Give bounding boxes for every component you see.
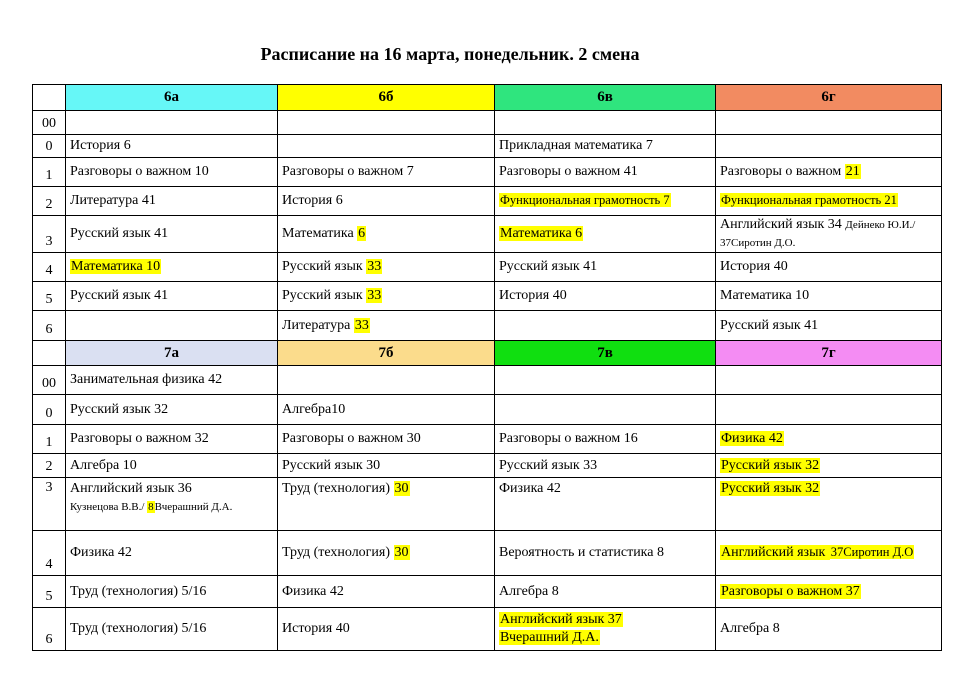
- cell-text: Английский язык 36: [70, 481, 192, 496]
- cell-line: [499, 137, 711, 155]
- cell-line: [70, 457, 273, 475]
- cell-line: [70, 371, 273, 389]
- highlighted-text: Русский язык 32: [721, 457, 820, 473]
- row-number: 2: [33, 454, 66, 478]
- cell-line: [70, 544, 273, 562]
- cell-line: [720, 234, 937, 252]
- schedule-row: [33, 216, 942, 253]
- schedule-cell-7а-1: [66, 425, 278, 454]
- corner-cell: [33, 341, 66, 366]
- highlighted-text: 8: [148, 500, 154, 513]
- schedule-cell-6а-2: [66, 187, 278, 216]
- schedule-row: [33, 158, 942, 187]
- schedule-cell-7в-2: [495, 454, 716, 478]
- schedule-cell-6а-3: [66, 216, 278, 253]
- column-header-7б: 7б: [278, 341, 495, 366]
- schedule-cell-6б-1: [278, 158, 495, 187]
- schedule-cell-7а-5: [66, 576, 278, 608]
- row-number: 0: [33, 395, 66, 425]
- row-number: 3: [33, 216, 66, 253]
- cell-line: [720, 163, 937, 181]
- schedule-cell-6б-6: [278, 311, 495, 341]
- cell-text: Разговоры о важном 30: [282, 431, 421, 447]
- schedule-cell-7а-6: [66, 608, 278, 651]
- cell-text: Русский язык 41: [70, 226, 169, 242]
- cell-line: [70, 430, 273, 448]
- cell-text: Русский язык: [282, 288, 367, 304]
- schedule-cell-6г-1: [716, 158, 942, 187]
- schedule-cell-6б-5: [278, 282, 495, 311]
- cell-text: История 6: [282, 193, 343, 209]
- highlighted-text: Функциональная грамотность 7: [500, 193, 670, 208]
- schedule-row: [33, 135, 942, 158]
- schedule-cell-7а-00: [66, 366, 278, 395]
- schedule-row: [33, 395, 942, 425]
- schedule-cell-6в-5: [495, 282, 716, 311]
- cell-text: Труд (технология) 5/16: [70, 621, 207, 637]
- schedule-row: [33, 253, 942, 282]
- cell-line: [70, 620, 273, 638]
- cell-text: История 40: [720, 259, 788, 275]
- cell-text: Разговоры о важном 41: [499, 164, 638, 180]
- cell-text: Разговоры о важном 16: [499, 431, 638, 447]
- highlighted-text: 33: [367, 288, 382, 304]
- schedule-table: [32, 84, 942, 651]
- schedule-cell-7в-3: [495, 478, 716, 531]
- cell-text: Алгебра 8: [499, 583, 559, 599]
- row-number: 4: [33, 253, 66, 282]
- cell-text: Русский язык 41: [720, 317, 819, 333]
- schedule-cell-7б-1: [278, 425, 495, 454]
- schedule-cell-6в-00: [495, 111, 716, 135]
- schedule-cell-6б-0: [278, 135, 495, 158]
- cell-line: [499, 258, 711, 276]
- cell-line: [499, 287, 711, 305]
- cell-line: [499, 163, 711, 181]
- cell-line: [499, 430, 711, 448]
- cell-line: [499, 544, 711, 562]
- cell-line: [499, 225, 711, 243]
- schedule-cell-6а-5: [66, 282, 278, 311]
- cell-text: 37Сиротин Д.О.: [720, 237, 796, 249]
- schedule-cell-6г-2: [716, 187, 942, 216]
- highlighted-text: Физика 42: [721, 431, 783, 447]
- cell-text: Разговоры о важном 7: [282, 164, 414, 180]
- schedule-row: [33, 478, 942, 531]
- column-header-7г: 7г: [716, 341, 942, 366]
- column-header-6б: 6б: [278, 85, 495, 111]
- cell-text: Русский язык 33: [499, 457, 598, 473]
- cell-line: [70, 258, 273, 276]
- schedule-cell-7б-3: [278, 478, 495, 531]
- schedule-cell-6г-0: [716, 135, 942, 158]
- schedule-cell-7б-00: [278, 366, 495, 395]
- row-number: 2: [33, 187, 66, 216]
- cell-line: [499, 629, 711, 647]
- schedule-row: [33, 454, 942, 478]
- cell-line: [70, 287, 273, 305]
- cell-text: Вероятность и статистика 8: [499, 545, 664, 561]
- schedule-cell-6г-00: [716, 111, 942, 135]
- cell-line: [282, 192, 490, 210]
- cell-text: Физика 42: [499, 481, 561, 496]
- schedule-row: [33, 531, 942, 576]
- row-number: 0: [33, 135, 66, 158]
- cell-line: [282, 583, 490, 601]
- cell-line: [282, 163, 490, 181]
- schedule-row: [33, 187, 942, 216]
- cell-text: История 40: [282, 621, 350, 637]
- cell-line: [70, 401, 273, 419]
- cell-text: Вчерашний Д.А.: [154, 500, 233, 513]
- schedule-cell-6а-0: [66, 135, 278, 158]
- schedule-cell-7б-2: [278, 454, 495, 478]
- cell-line: [720, 544, 937, 562]
- cell-text: Кузнецова В.В./: [70, 500, 148, 513]
- cell-text: Литература: [282, 317, 354, 333]
- highlighted-text: 6: [358, 226, 366, 242]
- schedule-row: [33, 366, 942, 395]
- cell-line: [720, 317, 937, 335]
- column-header-6а: 6а: [66, 85, 278, 111]
- cell-text: Физика 42: [282, 583, 344, 599]
- corner-cell: [33, 85, 66, 111]
- cell-line: [499, 583, 711, 601]
- cell-line: [282, 287, 490, 305]
- schedule-cell-7г-2: [716, 454, 942, 478]
- highlighted-text: 33: [367, 259, 382, 275]
- cell-line: [282, 457, 490, 475]
- column-header-7а: 7а: [66, 341, 278, 366]
- schedule-cell-7в-00: [495, 366, 716, 395]
- highlighted-text: Разговоры о важном 37: [721, 583, 860, 599]
- cell-text: Русский язык: [282, 259, 367, 275]
- cell-line: [70, 163, 273, 181]
- cell-line: [282, 544, 490, 562]
- row-number: 6: [33, 311, 66, 341]
- schedule-cell-7б-0: [278, 395, 495, 425]
- highlighted-text: Русский язык 32: [721, 481, 820, 496]
- highlighted-text: 33: [354, 317, 369, 333]
- schedule-cell-7б-4: [278, 531, 495, 576]
- cell-text: Физика 42: [70, 545, 132, 561]
- row-number: 5: [33, 576, 66, 608]
- cell-text: Алгебра10: [282, 401, 346, 417]
- schedule-cell-7а-3: [66, 478, 278, 531]
- schedule-cell-6в-0: [495, 135, 716, 158]
- schedule-cell-6в-6: [495, 311, 716, 341]
- schedule-cell-7г-3: [716, 478, 942, 531]
- schedule-row: [33, 311, 942, 341]
- column-header-6г: 6г: [716, 85, 942, 111]
- schedule-cell-6б-2: [278, 187, 495, 216]
- cell-text: Занимательная физика 42: [70, 372, 223, 388]
- cell-text: Прикладная математика 7: [499, 138, 653, 154]
- row-number: 3: [33, 478, 66, 531]
- schedule-cell-6в-2: [495, 187, 716, 216]
- schedule-cell-6г-6: [716, 311, 942, 341]
- schedule-cell-7г-6: [716, 608, 942, 651]
- highlighted-text: Английский язык: [721, 545, 829, 561]
- schedule-row: [33, 608, 942, 651]
- row-number: 4: [33, 531, 66, 576]
- cell-line: [499, 480, 711, 498]
- cell-line: [282, 258, 490, 276]
- schedule-row: [33, 111, 942, 135]
- row-number: 5: [33, 282, 66, 311]
- cell-text: Алгебра 10: [70, 457, 137, 473]
- schedule-cell-6б-00: [278, 111, 495, 135]
- highlighted-text: 30: [394, 481, 409, 496]
- cell-line: [499, 457, 711, 475]
- cell-text: Разговоры о важном 10: [70, 164, 209, 180]
- page-title: Расписание на 16 марта, понедельник. 2 смена: [260, 44, 640, 64]
- highlighted-text: Математика 6: [500, 226, 583, 242]
- schedule-cell-7в-5: [495, 576, 716, 608]
- cell-line: [70, 583, 273, 601]
- schedule-cell-7г-4: [716, 531, 942, 576]
- cell-text: Труд (технология): [282, 545, 394, 561]
- cell-line: [282, 620, 490, 638]
- cell-line: [70, 192, 273, 210]
- cell-text: История 40: [499, 288, 567, 304]
- cell-text: Труд (технология) 5/16: [70, 583, 207, 599]
- schedule-cell-6б-4: [278, 253, 495, 282]
- schedule-cell-7в-6: [495, 608, 716, 651]
- cell-line: [282, 480, 490, 498]
- cell-text: Математика 10: [720, 288, 810, 304]
- schedule-cell-7в-0: [495, 395, 716, 425]
- cell-line: [720, 480, 937, 498]
- cell-text: Русский язык 41: [70, 288, 169, 304]
- schedule-cell-7б-5: [278, 576, 495, 608]
- cell-line: [720, 620, 937, 638]
- cell-line: [720, 287, 937, 305]
- cell-line: [499, 611, 711, 629]
- cell-line: [720, 457, 937, 475]
- schedule-cell-6в-3: [495, 216, 716, 253]
- row-number: 00: [33, 111, 66, 135]
- schedule-cell-7а-4: [66, 531, 278, 576]
- schedule-cell-6а-1: [66, 158, 278, 187]
- highlighted-text: 37Сиротин Д.О: [830, 545, 914, 560]
- column-header-7в: 7в: [495, 341, 716, 366]
- cell-line: [282, 225, 490, 243]
- schedule-cell-6б-3: [278, 216, 495, 253]
- cell-text: Алгебра 8: [720, 621, 780, 637]
- cell-line: [70, 137, 273, 155]
- schedule-cell-6а-4: [66, 253, 278, 282]
- cell-text: Литература 41: [70, 193, 156, 209]
- cell-text: Разговоры о важном 32: [70, 431, 209, 447]
- cell-line: [282, 430, 490, 448]
- cell-line: [282, 317, 490, 335]
- cell-text: Русский язык 32: [70, 401, 169, 417]
- cell-line: [282, 401, 490, 419]
- schedule-cell-7в-4: [495, 531, 716, 576]
- cell-text: Дейнеко Ю.И./: [845, 219, 916, 232]
- row-number: 6: [33, 608, 66, 651]
- schedule-cell-7а-2: [66, 454, 278, 478]
- cell-line: [70, 498, 273, 516]
- row-number: 1: [33, 158, 66, 187]
- highlighted-text: Математика 10: [71, 259, 161, 275]
- schedule-cell-6г-3: [716, 216, 942, 253]
- cell-line: [720, 430, 937, 448]
- highlighted-text: Английский язык 37: [500, 612, 622, 628]
- highlighted-text: 21: [845, 164, 860, 180]
- cell-text: Математика: [282, 226, 358, 242]
- schedule-cell-6г-4: [716, 253, 942, 282]
- schedule-cell-6г-5: [716, 282, 942, 311]
- row-number: 00: [33, 366, 66, 395]
- cell-line: [70, 480, 273, 498]
- schedule-row: [33, 576, 942, 608]
- schedule-cell-6в-1: [495, 158, 716, 187]
- schedule-cell-7в-1: [495, 425, 716, 454]
- cell-line: [499, 192, 711, 210]
- cell-line: [720, 583, 937, 601]
- highlighted-text: 30: [394, 545, 409, 561]
- schedule-cell-7а-0: [66, 395, 278, 425]
- cell-line: [720, 192, 937, 210]
- highlighted-text: Вчерашний Д.А.: [500, 630, 599, 645]
- schedule-cell-6а-00: [66, 111, 278, 135]
- schedule-cell-7г-5: [716, 576, 942, 608]
- cell-line: [720, 258, 937, 276]
- schedule-row: [33, 425, 942, 454]
- highlighted-text: Функциональная грамотность 21: [721, 193, 897, 208]
- schedule-cell-7г-0: [716, 395, 942, 425]
- schedule-cell-6в-4: [495, 253, 716, 282]
- cell-text: Разговоры о важном: [720, 164, 845, 180]
- column-header-6в: 6в: [495, 85, 716, 111]
- schedule-row: [33, 282, 942, 311]
- schedule-cell-7б-6: [278, 608, 495, 651]
- cell-text: Труд (технология): [282, 481, 394, 496]
- row-number: 1: [33, 425, 66, 454]
- schedule-cell-6а-6: [66, 311, 278, 341]
- cell-text: Русский язык 41: [499, 259, 598, 275]
- cell-text: Русский язык 30: [282, 457, 381, 473]
- schedule-cell-7г-00: [716, 366, 942, 395]
- schedule-cell-7г-1: [716, 425, 942, 454]
- cell-line: [720, 216, 937, 234]
- cell-text: Английский язык 34: [720, 217, 846, 233]
- cell-line: [70, 225, 273, 243]
- cell-text: История 6: [70, 138, 131, 154]
- schedule-table-body: [33, 85, 942, 651]
